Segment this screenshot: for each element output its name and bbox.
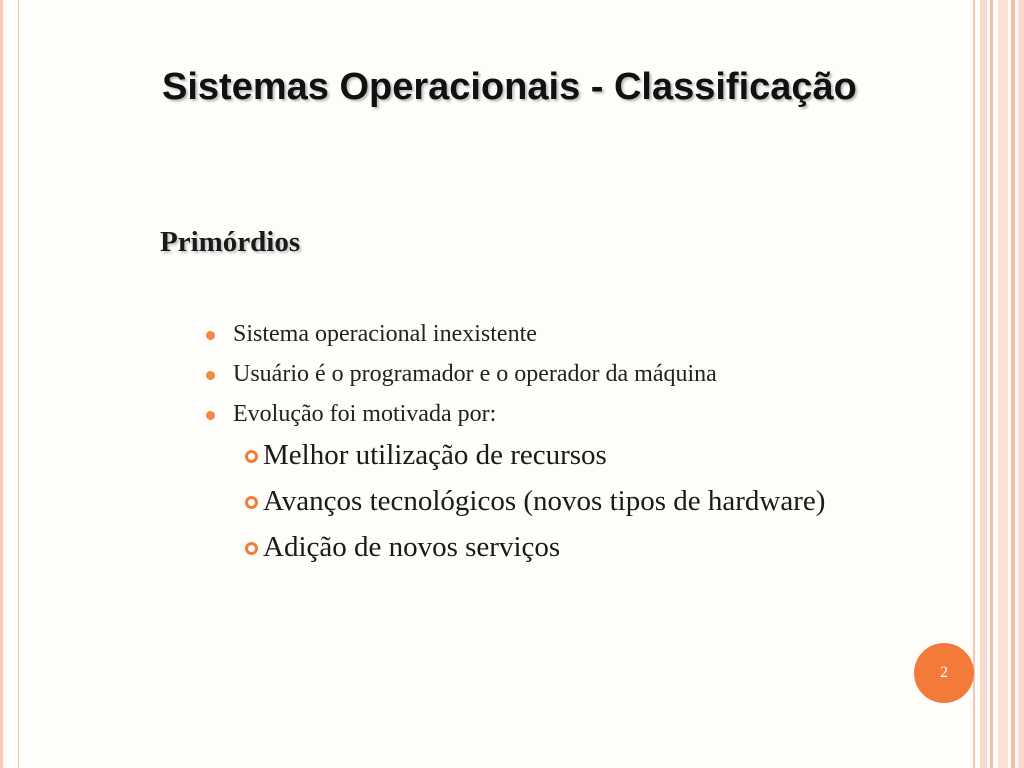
bullet-item <box>204 316 717 356</box>
sub-bullet-text: Adição de novos serviços <box>263 531 561 563</box>
slide-title: Sistemas Operacionais - Classificação <box>162 66 857 108</box>
bullet-text: Sistema operacional inexistente <box>233 321 537 347</box>
left-border-line <box>0 0 3 768</box>
bullet-list <box>204 316 717 436</box>
bullet-ring-icon <box>245 496 258 509</box>
right-stripe <box>980 0 987 768</box>
slide-subtitle: Primórdios <box>160 226 301 258</box>
bullet-dot-icon <box>206 371 215 380</box>
page-number-badge: 2 <box>914 643 974 703</box>
bullet-text: Evolução foi motivada por: <box>233 401 497 427</box>
sub-bullet-item <box>244 436 854 474</box>
left-border-inner-line <box>18 0 19 768</box>
right-stripe <box>1011 0 1015 768</box>
bullet-dot-icon <box>206 331 215 340</box>
right-stripe <box>1018 0 1024 768</box>
sub-bullet-item <box>244 528 854 566</box>
sub-bullet-item <box>244 482 854 520</box>
sub-bullet-text: Avanços tecnológicos (novos tipos de hardware) <box>263 485 826 517</box>
bullet-text: Usuário é o programador e o operador da máquina <box>233 361 717 387</box>
bullet-dot-icon <box>206 411 215 420</box>
bullet-item <box>204 356 717 396</box>
bullet-ring-icon <box>245 450 258 463</box>
sub-bullet-list <box>244 436 854 574</box>
right-stripe <box>973 0 975 768</box>
right-stripe <box>990 0 993 768</box>
bullet-ring-icon <box>245 542 258 555</box>
bullet-item <box>204 396 717 436</box>
right-stripe <box>998 0 1008 768</box>
sub-bullet-text: Melhor utilização de recursos <box>263 439 607 471</box>
